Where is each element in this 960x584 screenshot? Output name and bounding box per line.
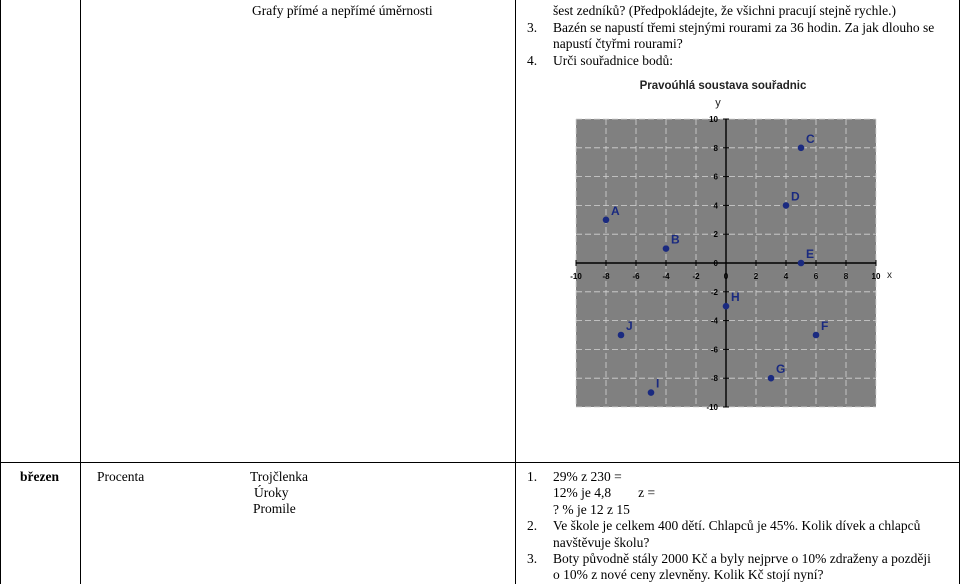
y-axis-label: y (715, 97, 721, 109)
x-tick-label: 10 (871, 272, 881, 281)
list-item (527, 20, 957, 53)
list-item (527, 518, 957, 551)
topic-cell: Grafy přímé a nepřímé úměrnosti (252, 3, 433, 18)
point-label-d: D (791, 189, 800, 204)
x-tick-label: -8 (602, 272, 610, 281)
topic-trojclenka: Trojčlenka (250, 469, 308, 484)
point-label-h: H (731, 290, 740, 305)
x-tick-label: 4 (783, 272, 789, 281)
item-line: Urči souřadnice bodů: (553, 52, 673, 68)
table-row-separator (0, 462, 960, 463)
point-g (768, 375, 775, 382)
item-line: ? % je 12 z 15 (553, 501, 630, 517)
list-item (527, 53, 957, 69)
point-b (663, 245, 670, 252)
subject-cell: Procenta (97, 469, 145, 484)
chart-title: Pravoúhlá soustava souřadnic (639, 80, 807, 92)
month-cell: březen (20, 469, 59, 484)
topic-uroky: Úroky (254, 485, 289, 500)
y-tick-label: 2 (713, 230, 718, 240)
x-tick-label: -6 (632, 272, 640, 281)
point-label-a: A (611, 203, 620, 218)
topic-promile: Promile (253, 501, 296, 516)
point-e (798, 260, 805, 267)
point-j (618, 332, 625, 339)
y-tick-label: 4 (713, 201, 718, 211)
item-number: 4. (527, 52, 538, 68)
table-border-left (0, 0, 1, 584)
point-label-b: B (671, 232, 680, 247)
point-label-f: F (821, 319, 829, 333)
y-tick-label: 6 (713, 172, 718, 182)
list-item (527, 551, 957, 584)
y-tick-label: 0 (713, 259, 718, 268)
x-tick-label: -10 (570, 272, 582, 281)
list-item (527, 469, 957, 518)
point-label-g: G (776, 362, 786, 377)
item-line: Boty původně stály 2000 Kč a byly nejprve o 10% zdraženy a později (553, 551, 931, 567)
item-number: 1. (527, 469, 538, 484)
point-c (798, 145, 805, 152)
point-d (783, 202, 790, 209)
point-label-j: J (626, 319, 633, 333)
y-tick-label: -2 (710, 287, 718, 297)
y-tick-label: -4 (710, 316, 718, 326)
item-line: Bazén se napustí třemi stejnými rourami za 36 hodin. Za jak dlouho se (553, 20, 935, 35)
item-line: napustí čtyřmi rourami? (553, 36, 683, 52)
point-label-e: E (806, 247, 815, 261)
y-tick-label: -6 (710, 345, 718, 355)
x-tick-label: -2 (692, 272, 700, 281)
x-tick-label: 0 (723, 272, 729, 281)
item-number: 3. (527, 20, 538, 35)
table-border-col1 (80, 0, 81, 584)
x-axis-label: x (887, 270, 892, 281)
task-list-row1 (527, 20, 957, 69)
x-tick-label: 8 (843, 272, 849, 281)
item-number: 3. (527, 551, 538, 567)
x-tick-label: 6 (813, 272, 819, 281)
previous-task-continuation: šest zedníků? (Předpokládejte, že všichni pracují stejně rychle.) (553, 3, 896, 18)
x-tick-label: -4 (662, 272, 670, 281)
table-border-col3 (515, 0, 516, 584)
item-line: 12% je 4,8 z = (553, 485, 656, 501)
point-h (723, 303, 730, 310)
y-tick-label: -10 (706, 403, 718, 412)
item-line: navštěvuje školu? (553, 534, 650, 550)
item-line: o 10% z nové ceny zlevněny. Kolik Kč stojí nyní? (553, 567, 824, 583)
coordinate-chart (560, 74, 900, 414)
y-tick-label: 10 (709, 115, 718, 124)
point-a (603, 217, 610, 224)
point-f (813, 332, 820, 339)
y-tick-label: 8 (713, 143, 718, 153)
point-label-c: C (806, 131, 815, 146)
item-line: Ve škole je celkem 400 dětí. Chlapců je 45%. Kolik dívek a chlapců (553, 518, 921, 534)
y-tick-label: -8 (710, 374, 718, 384)
point-i (648, 389, 655, 396)
x-tick-label: 2 (753, 272, 759, 281)
item-number: 2. (527, 518, 538, 534)
task-list-row2 (527, 469, 957, 584)
item-line: 29% z 230 = (553, 469, 622, 484)
point-label-i: I (656, 376, 660, 391)
